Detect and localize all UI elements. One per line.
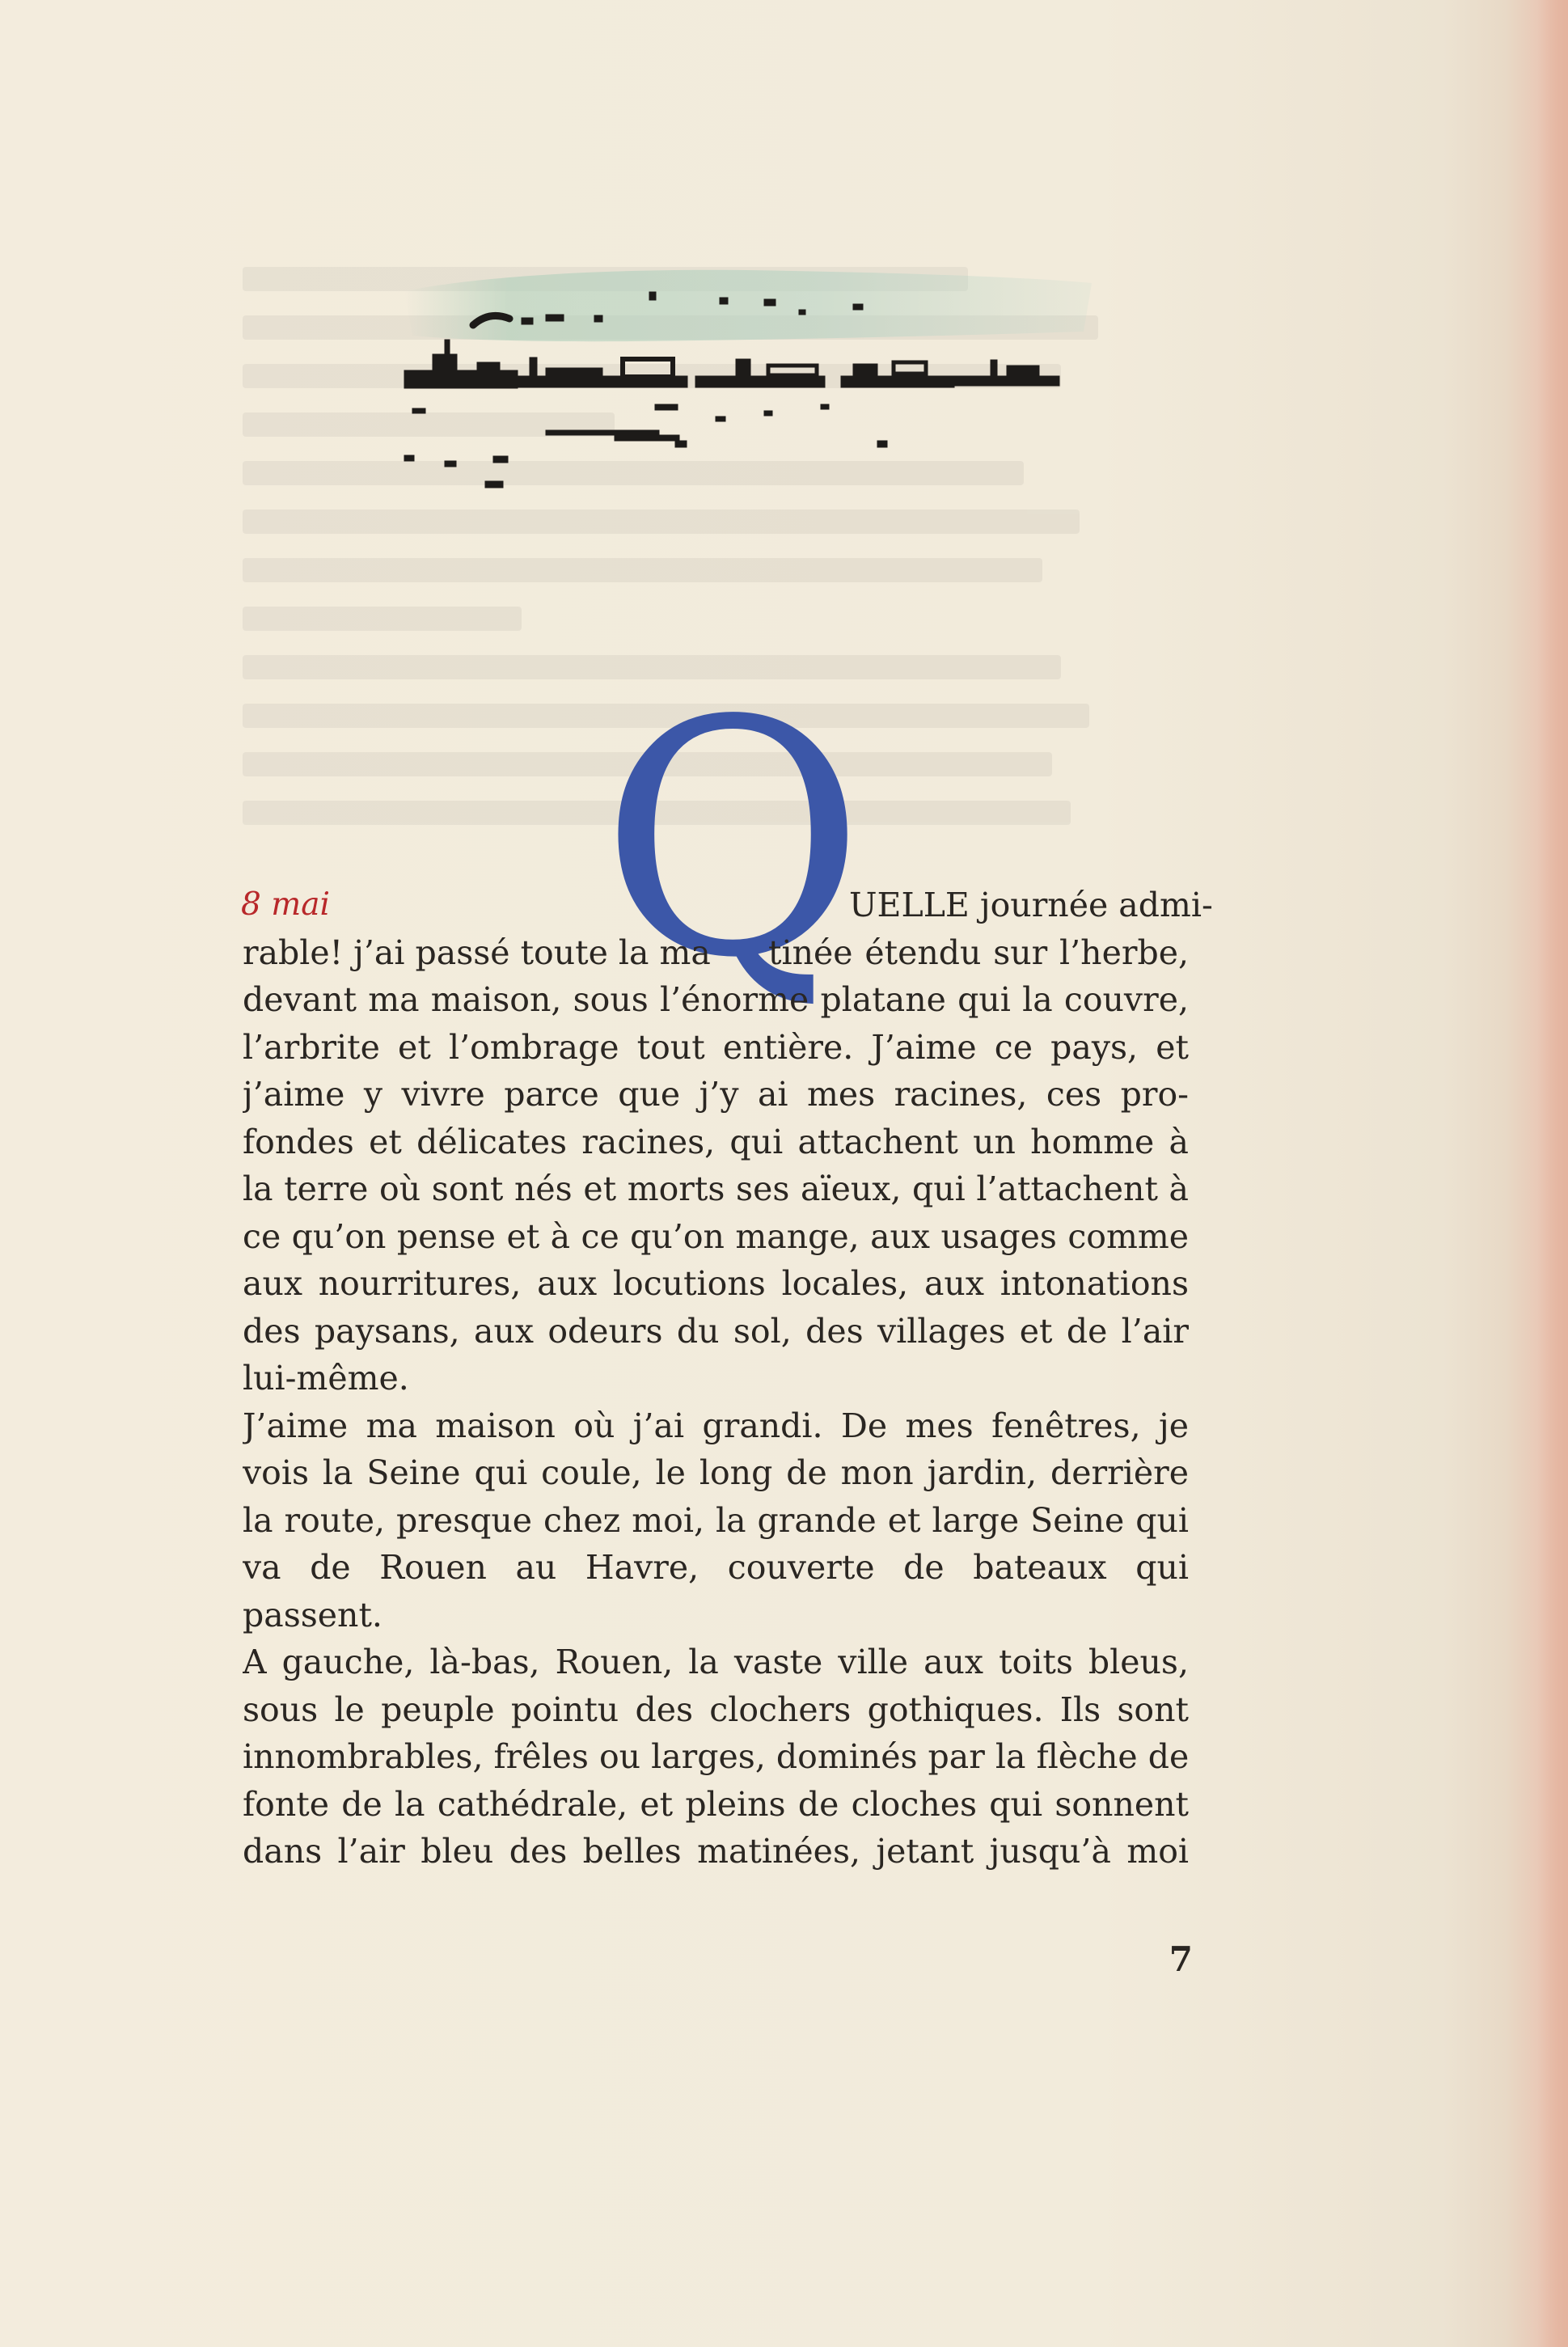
text-line: fonte de la cathédrale, et pleins de cloches qui sonnent xyxy=(243,1784,1189,1824)
text-line: j’aime y vivre parce que j’y ai mes racines, ces pro- xyxy=(243,1075,1189,1114)
text-line: fondes et délicates racines, qui attachent un homme à xyxy=(243,1122,1189,1161)
text-line: rable! j’ai passé toute la ma xyxy=(243,932,711,972)
drop-cap: Q xyxy=(600,653,865,1029)
text-line: innombrables, frêles ou larges, dominés par la flèche de xyxy=(243,1737,1189,1776)
text-line: vois la Seine qui coule, le long de mon jardin, derrière xyxy=(243,1453,1189,1492)
text-line: des paysans, aux odeurs du sol, des villages et de l’air xyxy=(243,1311,1189,1351)
text-line: ce qu’on pense et à ce qu’on mange, aux usages comme xyxy=(243,1216,1189,1256)
text-line: dans l’air bleu des belles matinées, jetant jusqu’à moi xyxy=(243,1832,1189,1871)
date-note: 8 mai xyxy=(241,886,330,923)
text-line: UELLE journée admi- xyxy=(849,886,1213,924)
text-line: aux nourritures, aux locutions locales, aux intonations xyxy=(243,1264,1189,1303)
text-line: la terre où sont nés et morts ses aïeux, qui l’attachent à xyxy=(243,1169,1189,1208)
text-line: devant ma maison, sous l’énorme platane qui la couvre, xyxy=(243,980,1189,1019)
page-edge xyxy=(1537,0,1568,2347)
boats-illustration xyxy=(388,259,1100,501)
text-line: passent. xyxy=(243,1595,382,1634)
text-line: va de Rouen au Havre, couverte de bateaux qui xyxy=(243,1548,1189,1587)
text-line: sous le peuple pointu des clochers gothiques. Ils sont xyxy=(243,1689,1189,1729)
text-line: lui-même. xyxy=(243,1359,409,1398)
text-line: la route, presque chez moi, la grande et large Seine qui xyxy=(243,1500,1189,1540)
text-line: A gauche, là-bas, Rouen, la vaste ville aux toits bleus, xyxy=(243,1643,1189,1681)
text-line: J’aime ma maison où j’ai grandi. De mes fenêtres, je xyxy=(243,1406,1189,1445)
page-number: 7 xyxy=(1169,1939,1193,1979)
body-text xyxy=(243,976,1189,1875)
text-line: tinée étendu sur l’herbe, xyxy=(768,932,1189,972)
text-line: l’arbrite et l’ombrage tout entière. J’aime ce pays, et xyxy=(243,1027,1189,1067)
